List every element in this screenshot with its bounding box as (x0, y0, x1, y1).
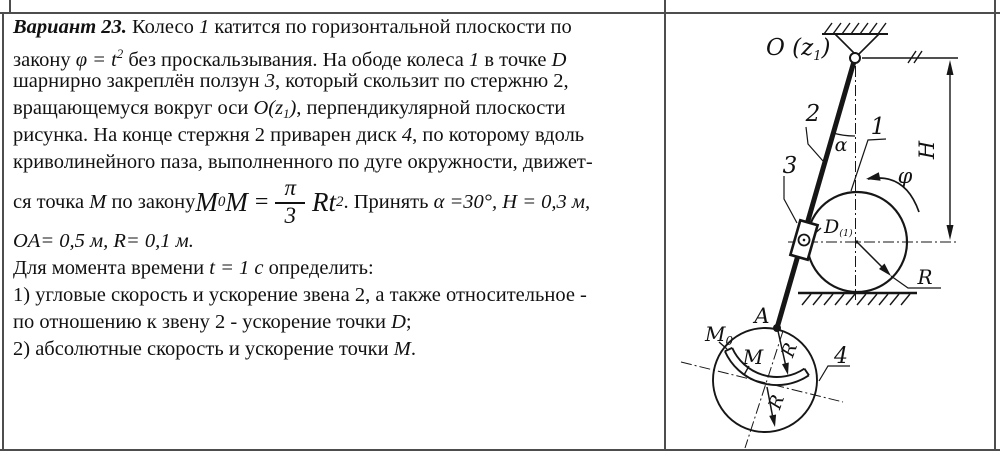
formula-fraction (275, 176, 305, 229)
text-line: рисунка. На конце стержня 2 приварен диск 4, по которому вдоль (13, 124, 585, 146)
formula-exponent: 2 (335, 193, 344, 210)
R-slot-label: R (777, 340, 803, 361)
border-stub-top-left (9, 0, 11, 12)
ground (798, 293, 917, 305)
D-label: D(1) (824, 216, 853, 239)
border-left (2, 12, 4, 451)
R-wheel-label: R (917, 265, 933, 289)
support-hatching (822, 23, 888, 34)
formula-pre-text: ся точка M по закону (13, 190, 196, 213)
text-line: закону $\varphi = t^2$ без проскальзывания. На ободе колеса 1 в точке D (13, 47, 567, 71)
problem-lines-bottom (13, 228, 661, 363)
formula-M0-sub: 0 (217, 193, 226, 210)
H-dimension (862, 51, 958, 240)
M-label: M (742, 345, 764, 369)
text-line: 1) угловые скорость и ускорение звена 2, а также относительное - (13, 284, 587, 306)
formula-equals: = (254, 188, 269, 215)
formula-M1: M (195, 186, 218, 217)
text-line: шарнирно закреплён ползун 3, который скользит по стержню 2, (13, 70, 569, 92)
fraction-denominator: 3 (284, 202, 296, 228)
formula-post-text: . Принять α =30°, H = 0,3 м, (343, 190, 591, 213)
text-line: по отношению к звену 2 - ускорение точки D; (13, 311, 412, 333)
link2-label: 2 (805, 101, 821, 127)
H-label: H (915, 140, 939, 160)
alpha-label: α (834, 134, 848, 156)
pivot-label: O $(z_1)$ (766, 35, 831, 64)
text-line: Вариант 23. Колесо 1 катится по горизонтальной плоскости по (13, 16, 572, 38)
link1-label: 1 (870, 114, 886, 140)
slider-3 (790, 220, 817, 260)
mechanism-diagram (665, 13, 995, 451)
formula-Rt: Rt (311, 186, 336, 217)
text-line: криволинейного паза, выполненного по дуге окружности, движет- (13, 151, 593, 173)
text-line: вращающемуся вокруг оси $O(z_1)$, перпендикулярной плоскости (13, 97, 566, 121)
problem-statement (13, 14, 661, 363)
text-line: OA= 0,5 м, R= 0,1 м. (13, 230, 194, 252)
text-line: 2) абсолютные скорость и ускорение точки M. (13, 338, 416, 360)
text-line: Для момента времени t = 1 с определить: (13, 257, 374, 279)
formula-M2: M (225, 186, 248, 217)
formula-line (13, 176, 661, 228)
pivot-O (850, 53, 860, 63)
problem-lines-top (13, 14, 661, 176)
link4-label: 4 (834, 344, 848, 369)
fraction-numerator: π (275, 176, 305, 204)
M0-label: $M_0$ (705, 322, 734, 348)
R-disk-label: R (764, 392, 790, 413)
A-label: A (754, 304, 770, 328)
phi-label: φ (897, 164, 913, 188)
link3-label: 3 (782, 153, 798, 179)
